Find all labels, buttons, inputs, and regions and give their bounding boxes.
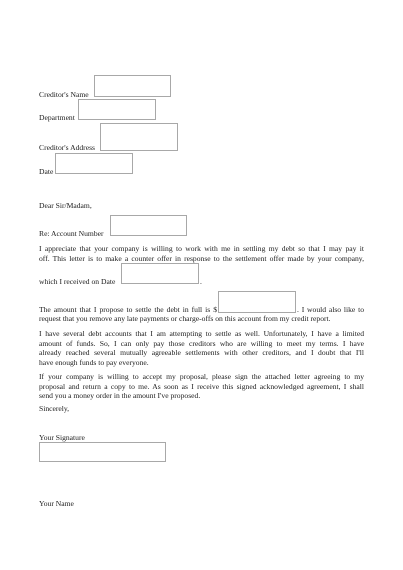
date-field[interactable] xyxy=(55,153,133,174)
account-number-field[interactable] xyxy=(110,215,187,236)
paragraph-line: send you a money order in the amount I've proposed. xyxy=(39,391,201,401)
remove-late-payments-text: request that you remove any late payments or charge-offs on this account from my credit report. xyxy=(39,314,331,323)
name-label: Your Name xyxy=(39,499,74,508)
settle-amount-field[interactable] xyxy=(218,291,296,313)
creditor-name-label: Creditor's Name xyxy=(39,90,89,99)
paragraph-line: proposal and return a copy to me. As soon as I receive this signed acknowledged agreement, I shall xyxy=(39,381,364,391)
paragraph-line: I appreciate that your company is willing to work with me in settling my debt so that I may pay it xyxy=(39,244,364,253)
paragraph-line: If your company is willing to accept my proposal, please sign the attached letter agreeing to my xyxy=(39,372,364,381)
paragraph-line: off. This letter is to make a counter offer in response to the settlement offer made by your company, xyxy=(39,253,364,263)
department-label: Department xyxy=(39,113,75,122)
also-like-text: . I would also like to xyxy=(297,305,364,314)
period-text: . xyxy=(200,277,202,286)
signature-field[interactable] xyxy=(39,442,166,462)
creditor-name-field[interactable] xyxy=(94,75,171,97)
paragraph-debt-accounts xyxy=(39,329,364,368)
paragraph-line: amount of funds. So, I can only pay those creditors who are willing to meet my terms. I have xyxy=(39,338,364,348)
department-field[interactable] xyxy=(78,99,156,120)
received-on-date-label: which I received on Date xyxy=(39,277,116,286)
account-number-label: Re: Account Number xyxy=(39,229,104,238)
paragraph-line: already reached several mutually agreeable settlements with other creditors, and I doubt that I'll xyxy=(39,348,364,358)
settle-amount-text: The amount that I propose to settle the debt in full is $ xyxy=(39,305,217,314)
date-label: Date xyxy=(39,167,54,176)
creditor-address-field[interactable] xyxy=(100,123,178,151)
signature-label: Your Signature xyxy=(39,433,85,442)
salutation: Dear Sir/Madam, xyxy=(39,201,92,210)
creditor-address-label: Creditor's Address xyxy=(39,143,95,152)
paragraph-appreciation xyxy=(39,244,364,263)
paragraph-line: I have several debt accounts that I am attempting to settle as well. Unfortunately, I have a limited xyxy=(39,329,364,338)
received-on-date-field[interactable] xyxy=(121,263,199,284)
signoff: Sincerely, xyxy=(39,404,70,413)
paragraph-line: have enough funds to pay everyone. xyxy=(39,358,149,368)
paragraph-proposal xyxy=(39,372,364,401)
